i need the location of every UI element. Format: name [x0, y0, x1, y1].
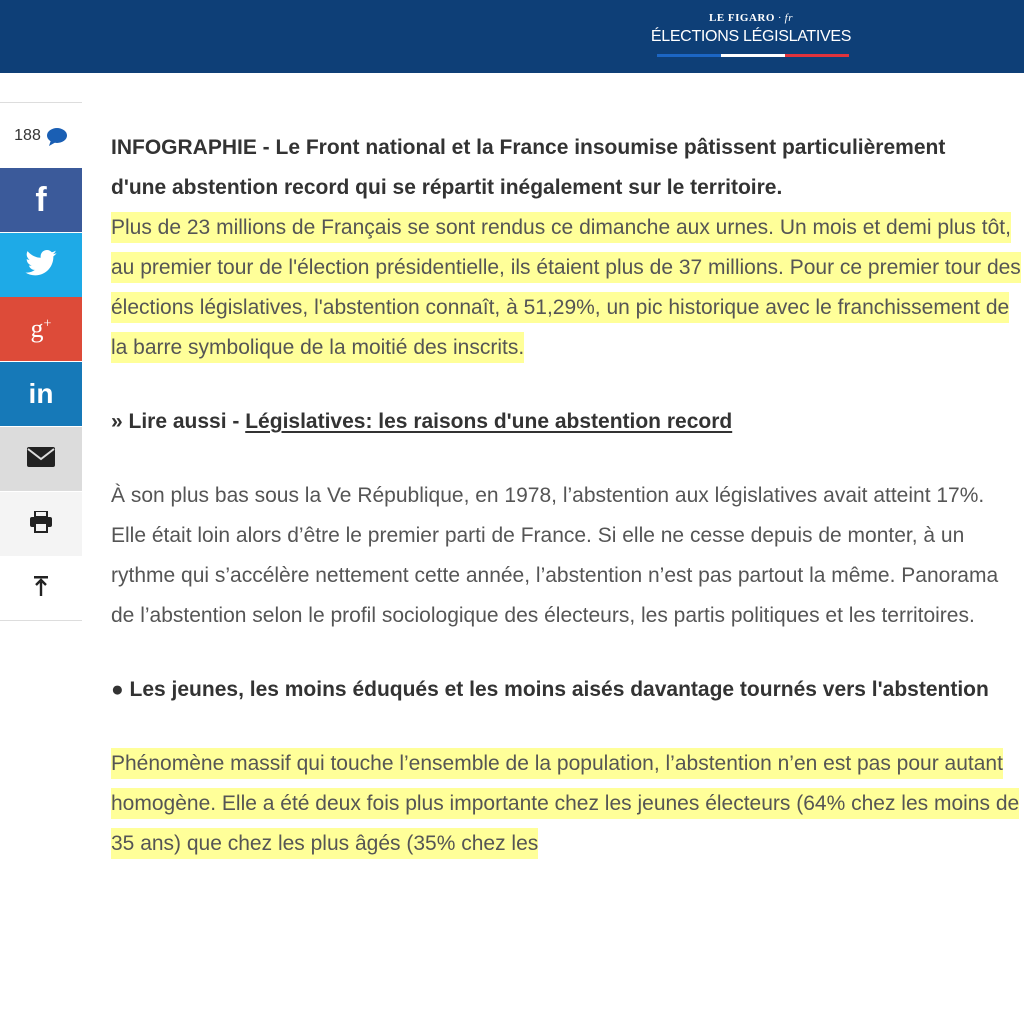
print-button[interactable] [0, 492, 82, 556]
rail-divider [0, 102, 82, 103]
brand[interactable] [640, 10, 862, 48]
logo-suffix: · fr [778, 12, 794, 24]
linkedin-icon: in [28, 378, 54, 409]
read-also [111, 402, 1024, 442]
comment-count-button[interactable] [0, 116, 82, 156]
highlighted-text: Phénomène massif qui touche l’ensemble de la population, l’abstention n’en est pas pour autant homogène. Elle a été deux fois plus importante chez les jeunes électeurs (64% chez les moins de 35 ans) que chez les plus âgés (35% chez les [111, 748, 1019, 859]
google-plus-icon: g+ [30, 314, 52, 343]
paragraph-history: À son plus bas sous la Ve République, en 1978, l’abstention aux législatives avait atteint 17%. Elle était loin alors d’être le premier parti de France. Si elle ne cesse depuis de monter, à un rythme qui s’accélère nettement cette année, l’abstention n’est pas partout la même. Panorama de l’abstention selon le profil sociologique des électeurs, les partis politiques et les territoires. [111, 484, 999, 627]
linkedin-share-button[interactable] [0, 362, 82, 426]
twitter-icon [25, 250, 57, 281]
article-body [111, 128, 1024, 885]
comment-count: 188 [14, 127, 41, 144]
envelope-icon [27, 447, 55, 472]
printer-icon [29, 511, 53, 538]
site-header [0, 0, 1024, 73]
email-share-button[interactable] [0, 427, 82, 491]
section-subheading: ● Les jeunes, les moins éduqués et les moins aisés davantage tournés vers l'abstention [111, 678, 989, 701]
logo-text: LE FIGARO [708, 12, 775, 24]
arrow-to-top-icon [33, 575, 49, 602]
paragraph-intro [111, 208, 1024, 368]
highlighted-text: Plus de 23 millions de Français se sont rendus ce dimanche aux urnes. Un mois et demi plus tôt, au premier tour de l'élection présidentielle, ils étaient plus de 37 millions. Pour ce premier tour des élections législatives, l'abstention connaît, à 51,29%, un pic historique avec le franchissement de la barre symbolique de la moitié des inscrits. [111, 212, 1021, 363]
google-plus-share-button[interactable] [0, 297, 82, 361]
article-lead: INFOGRAPHIE - Le Front national et la France insoumise pâtissent particulièrement d'une abstention record qui se répartit inégalement sur le territoire. [111, 136, 946, 199]
facebook-icon: f [35, 180, 47, 219]
section-title[interactable]: ÉLECTIONS LÉGISLATIVES [650, 28, 852, 45]
figaro-logo[interactable] [640, 10, 862, 26]
read-also-link[interactable]: Législatives: les raisons d'une abstention record [245, 410, 733, 433]
back-to-top-button[interactable] [0, 556, 82, 620]
comment-bubble-icon [46, 127, 68, 145]
read-also-prefix: » Lire aussi - [111, 410, 246, 433]
tricolor-underline [657, 54, 849, 57]
twitter-share-button[interactable] [0, 233, 82, 297]
facebook-share-button[interactable] [0, 168, 82, 232]
paragraph-demographics [111, 744, 1024, 864]
rail-divider [0, 620, 82, 621]
